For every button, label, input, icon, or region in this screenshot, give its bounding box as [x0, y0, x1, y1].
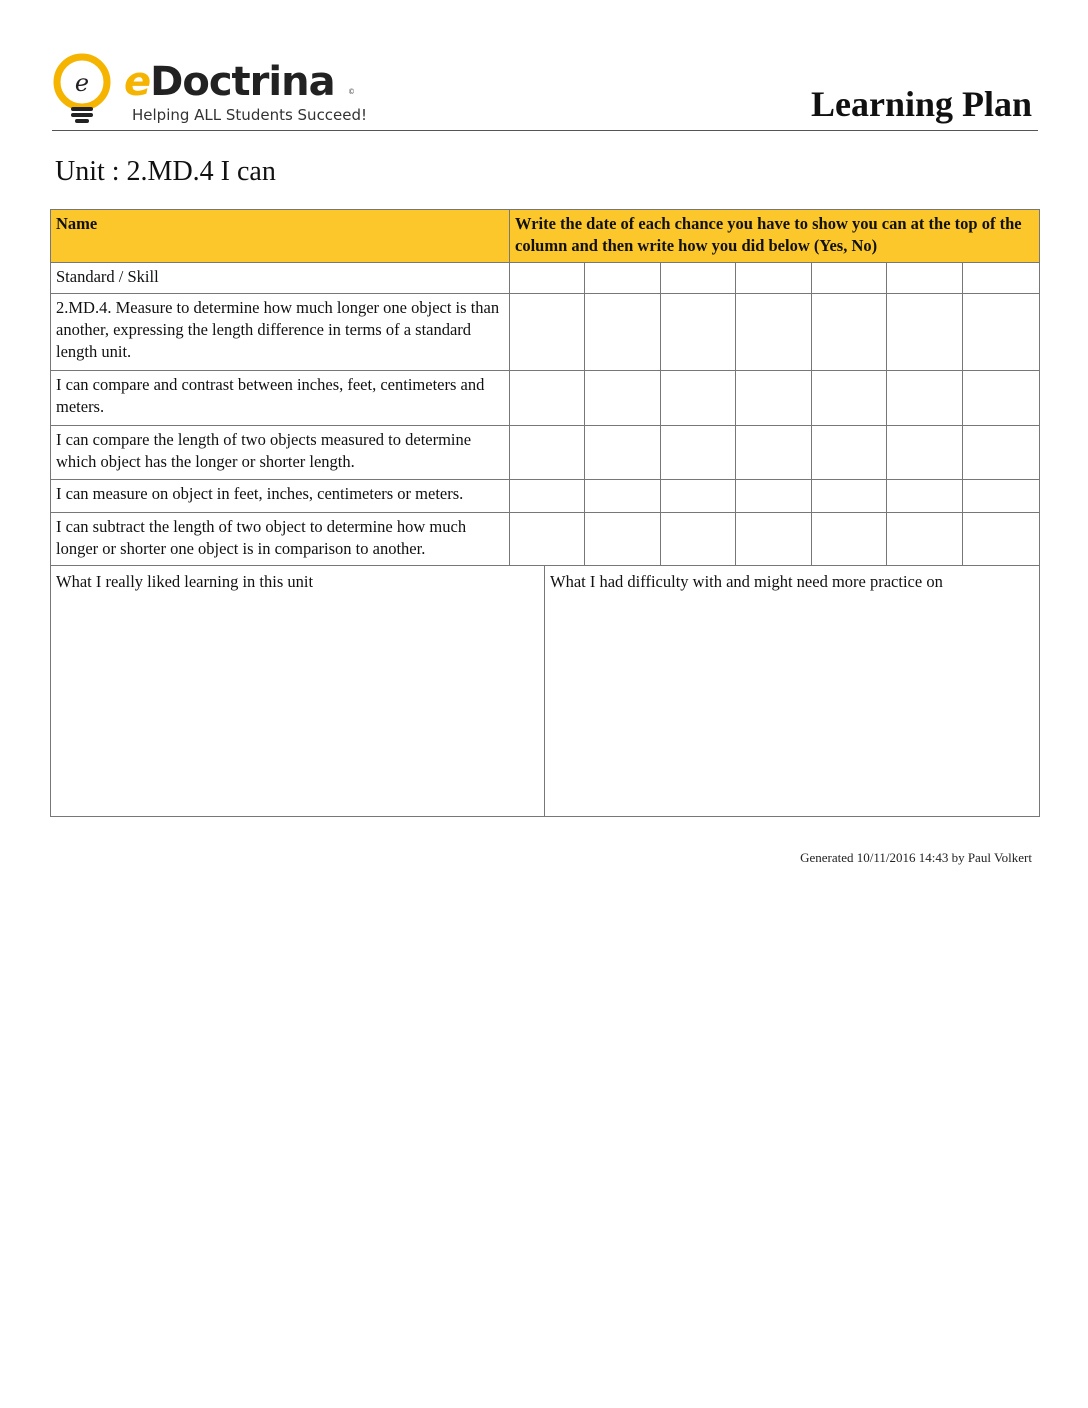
result-cell[interactable]: [812, 294, 887, 371]
table-header-row: [51, 210, 1040, 263]
table-row: [51, 371, 1040, 426]
result-cell[interactable]: [887, 426, 963, 480]
result-cell[interactable]: [510, 513, 585, 566]
result-cell[interactable]: [585, 480, 661, 513]
result-cell[interactable]: [963, 480, 1040, 513]
difficulty-box[interactable]: [545, 566, 1040, 817]
result-cell[interactable]: [736, 426, 812, 480]
result-cell[interactable]: [812, 513, 887, 566]
table-row: [51, 480, 1040, 513]
difficulty-label: What I had difficulty with and might need more practice on: [550, 572, 943, 591]
skill-cell: 2.MD.4. Measure to determine how much longer one object is than another, expressing the length difference in terms of a standard length unit.: [51, 294, 510, 371]
date-cell[interactable]: [661, 263, 736, 294]
table-row: [51, 513, 1040, 566]
result-cell[interactable]: [585, 513, 661, 566]
result-cell[interactable]: [661, 480, 736, 513]
liked-learning-box[interactable]: [51, 566, 545, 817]
skill-cell: I can compare and contrast between inches, feet, centimeters and meters.: [51, 371, 510, 426]
result-cell[interactable]: [510, 480, 585, 513]
result-cell[interactable]: [812, 426, 887, 480]
result-cell[interactable]: [661, 294, 736, 371]
result-cell[interactable]: [736, 371, 812, 426]
edoctrina-logo: [52, 52, 372, 126]
result-cell[interactable]: [887, 480, 963, 513]
logo-trademark: ©: [348, 88, 355, 96]
header-divider: [52, 130, 1038, 131]
document-title: Learning Plan: [810, 84, 1032, 124]
result-cell[interactable]: [736, 294, 812, 371]
result-cell[interactable]: [963, 513, 1040, 566]
result-cell[interactable]: [585, 294, 661, 371]
unit-title: Unit : 2.MD.4 I can: [55, 156, 276, 187]
result-cell[interactable]: [736, 480, 812, 513]
result-cell[interactable]: [963, 371, 1040, 426]
skill-cell: I can compare the length of two objects measured to determine which object has the longer or shorter length.: [51, 426, 510, 480]
date-cell[interactable]: [963, 263, 1040, 294]
logo-tagline: Helping ALL Students Succeed!: [132, 106, 368, 124]
liked-learning-label: What I really liked learning in this unit: [56, 572, 314, 591]
date-cell[interactable]: [736, 263, 812, 294]
date-cell[interactable]: [887, 263, 963, 294]
date-cell[interactable]: [812, 263, 887, 294]
generated-footer: Generated 10/11/2016 14:43 by Paul Volkert: [800, 850, 1032, 865]
result-cell[interactable]: [661, 371, 736, 426]
result-cell[interactable]: [963, 294, 1040, 371]
learning-plan-table: [50, 209, 1040, 566]
svg-text:e: e: [74, 69, 90, 97]
reflection-table: [50, 565, 1040, 817]
result-cell[interactable]: [510, 426, 585, 480]
result-cell[interactable]: [661, 426, 736, 480]
result-cell[interactable]: [887, 371, 963, 426]
result-cell[interactable]: [736, 513, 812, 566]
skill-cell: Standard / Skill: [51, 263, 510, 294]
result-cell[interactable]: [510, 371, 585, 426]
table-row: [51, 263, 1040, 294]
table-row: [51, 294, 1040, 371]
result-cell[interactable]: [661, 513, 736, 566]
name-header: Name: [51, 210, 510, 263]
result-cell[interactable]: [963, 426, 1040, 480]
date-cell[interactable]: [585, 263, 661, 294]
skill-cell: I can measure on object in feet, inches, centimeters or meters.: [51, 480, 510, 513]
result-cell[interactable]: [887, 294, 963, 371]
result-cell[interactable]: [585, 426, 661, 480]
lightbulb-icon: [52, 52, 112, 126]
result-cell[interactable]: [585, 371, 661, 426]
result-cell[interactable]: [887, 513, 963, 566]
instructions-header: Write the date of each chance you have to show you can at the top of the column and then write how you did below (Yes, No): [510, 210, 1040, 263]
date-cell[interactable]: [510, 263, 585, 294]
result-cell[interactable]: [812, 371, 887, 426]
logo-wordmark: eDoctrina: [124, 59, 335, 105]
table-row: [51, 426, 1040, 480]
result-cell[interactable]: [812, 480, 887, 513]
skill-cell: I can subtract the length of two object to determine how much longer or shorter one object is in comparison to another.: [51, 513, 510, 566]
result-cell[interactable]: [510, 294, 585, 371]
